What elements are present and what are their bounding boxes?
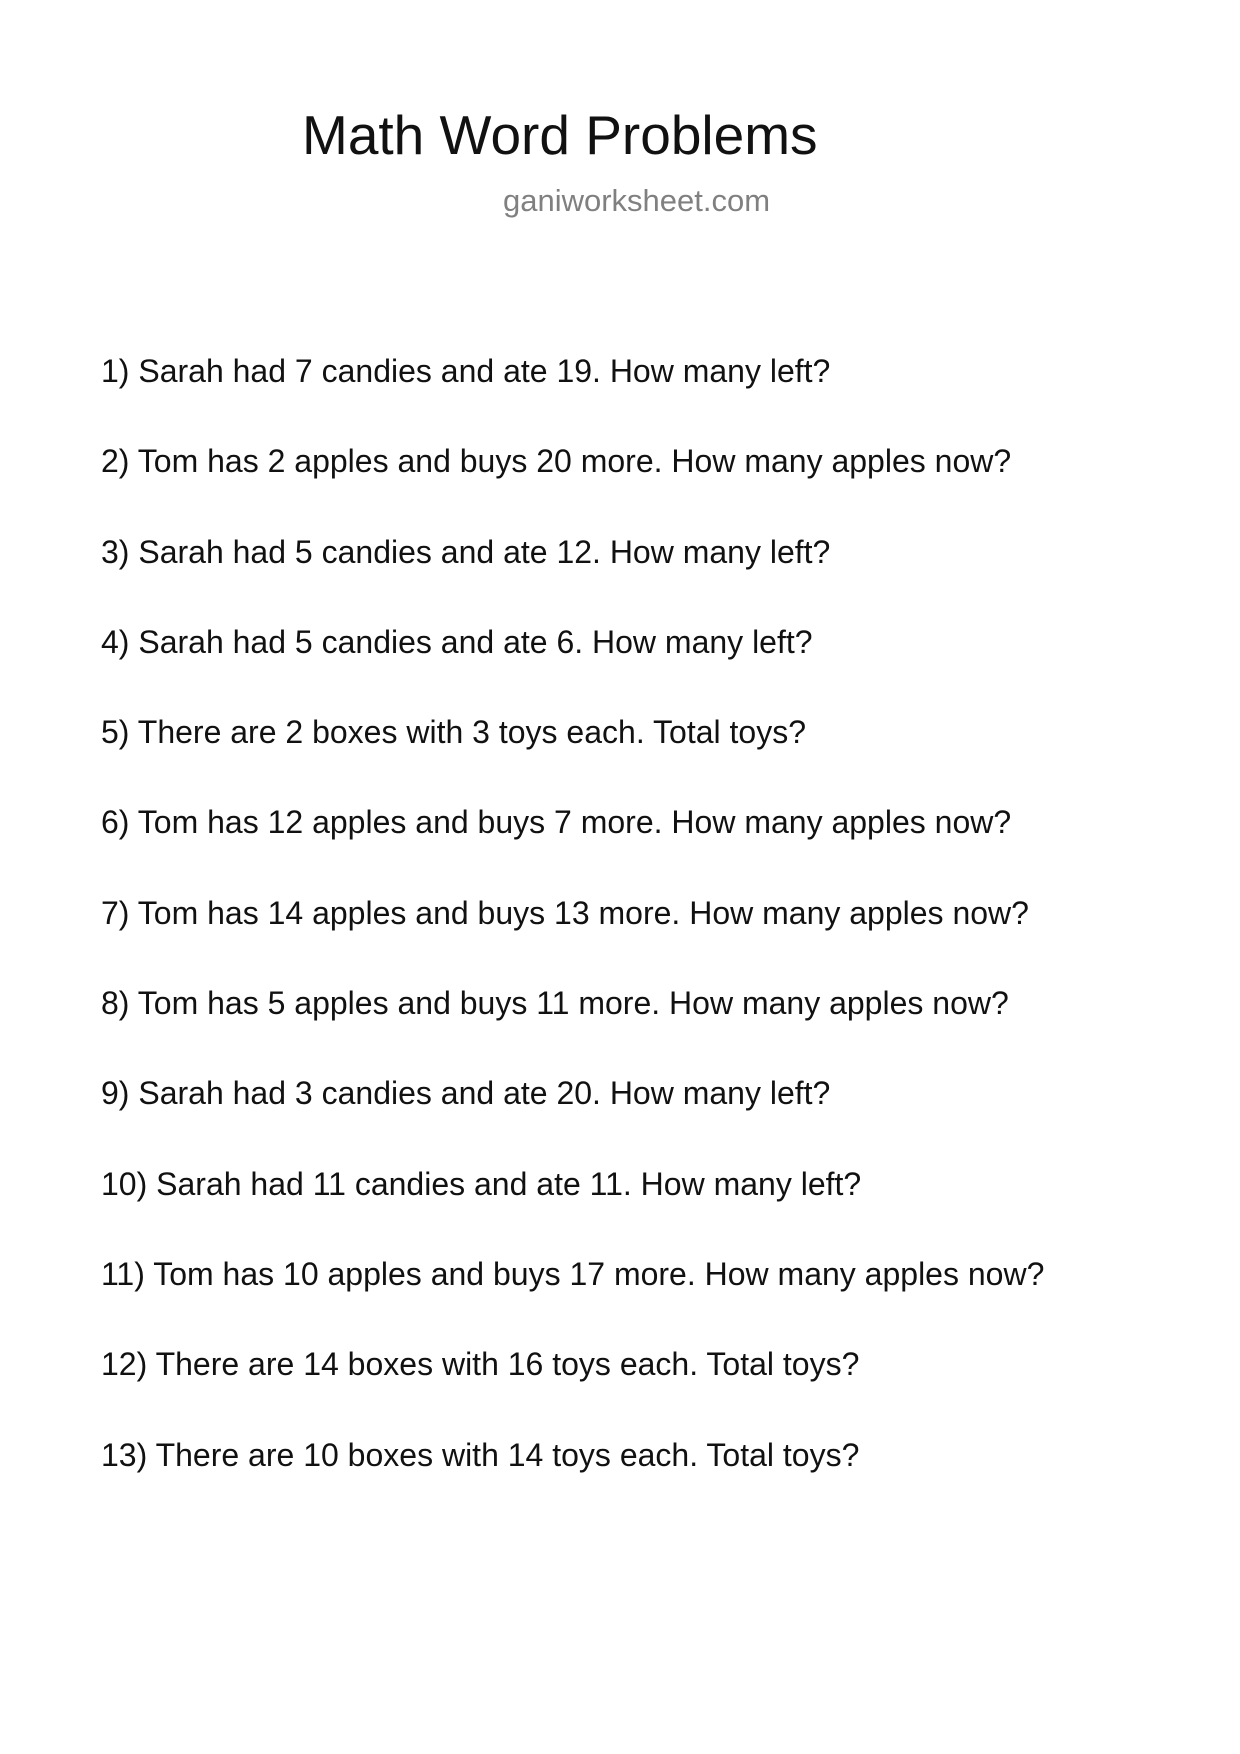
problem-item: 10) Sarah had 11 candies and ate 11. How many left? — [101, 1165, 862, 1202]
problem-item: 4) Sarah had 5 candies and ate 6. How many left? — [101, 623, 813, 660]
problem-item: 8) Tom has 5 apples and buys 11 more. How many apples now? — [101, 985, 1009, 1022]
problem-item: 9) Sarah had 3 candies and ate 20. How many left? — [101, 1075, 831, 1112]
worksheet-title: Math Word Problems — [302, 104, 818, 166]
problem-item: 5) There are 2 boxes with 3 toys each. Total toys? — [101, 714, 806, 751]
source-website: ganiworksheet.com — [503, 183, 771, 218]
problem-item: 3) Sarah had 5 candies and ate 12. How many left? — [101, 533, 831, 570]
problem-item: 11) Tom has 10 apples and buys 17 more. How many apples now? — [101, 1255, 1045, 1292]
problem-item: 6) Tom has 12 apples and buys 7 more. How many apples now? — [101, 804, 1012, 841]
problem-item: 2) Tom has 2 apples and buys 20 more. How many apples now? — [101, 443, 1012, 480]
problem-item: 1) Sarah had 7 candies and ate 19. How many left? — [101, 353, 831, 389]
problem-list — [101, 351, 1201, 1525]
problem-item: 7) Tom has 14 apples and buys 13 more. How many apples now? — [101, 894, 1029, 931]
problem-item: 12) There are 14 boxes with 16 toys each. Total toys? — [101, 1346, 860, 1383]
problem-item: 13) There are 10 boxes with 14 toys each. Total toys? — [101, 1436, 860, 1473]
